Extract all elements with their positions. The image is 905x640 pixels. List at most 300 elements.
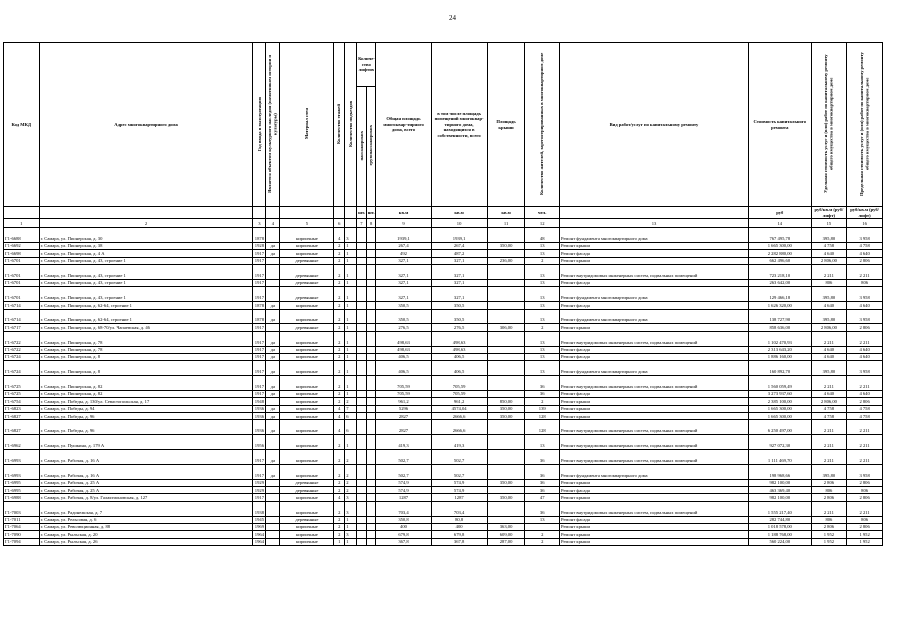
cell-max: 2 211	[847, 331, 883, 346]
cell-unit: 4 640	[811, 346, 847, 353]
cell-unit: 2 806	[811, 524, 847, 531]
cell-res: 36	[525, 464, 560, 479]
cell-floors: 2	[334, 361, 345, 376]
cell-unit: 395,80	[811, 464, 847, 479]
cell-heritage: да	[266, 405, 280, 412]
cell-work: Ремонт внутридомовых инженерных систем, подвальных помещений	[560, 420, 749, 435]
cell-max: 2 806	[847, 398, 883, 405]
header-material: Материал стен	[280, 43, 334, 207]
cell-entrances: 1	[345, 309, 357, 324]
cell-year: 1964	[254, 539, 264, 545]
cell-roof	[487, 346, 525, 353]
header-floors: Количество этажей	[334, 43, 345, 207]
cell-entrances: 2	[345, 398, 357, 405]
cell-entrances: 1	[345, 302, 357, 309]
table-row	[4, 538, 883, 545]
cell-area: 267,4	[376, 242, 431, 249]
cell-heritage	[266, 516, 280, 523]
column-number: 8	[366, 219, 376, 228]
cell-work: Ремонт внутридомовых инженерных систем, подвальных помещений	[560, 450, 749, 465]
cell-lc	[366, 435, 376, 450]
cell-res: 2	[525, 324, 560, 331]
cell-entrances: 1	[345, 524, 357, 531]
cell-work: Ремонт фундамента многоквартирного дома	[560, 464, 749, 479]
cell-lc	[366, 524, 376, 531]
cell-code: Г1-7011	[4, 516, 40, 523]
cell-roof	[487, 287, 525, 302]
cell-heritage: да	[266, 346, 280, 353]
cell-res: 13	[525, 353, 560, 360]
cell-lc	[366, 353, 376, 360]
cell-floors: 1	[334, 538, 345, 545]
cell-entrances: 1	[345, 257, 357, 264]
cell-entrances: 3	[345, 531, 357, 538]
cell-area: 705,59	[376, 376, 431, 391]
cell-roof: 287,00	[487, 538, 525, 545]
column-number	[345, 219, 357, 228]
column-number: 1	[4, 219, 40, 228]
cell-lc	[366, 265, 376, 280]
table-row	[4, 450, 883, 465]
table-row	[4, 257, 883, 264]
cell-owned: 327,1	[431, 279, 487, 286]
table-row	[4, 287, 883, 302]
cell-area: 350,8	[376, 516, 431, 523]
cell-entrances: 3	[345, 494, 357, 501]
cell-res: 36	[525, 376, 560, 391]
cell-heritage	[266, 287, 280, 302]
cell-cost: 1 102 470,93	[748, 331, 811, 346]
cell-res: 13	[525, 265, 560, 280]
cell-material: кирпичные	[280, 242, 334, 249]
cell-lp	[357, 242, 367, 249]
cell-unit: 2 806	[811, 494, 847, 501]
cell-owned: 350,5	[431, 309, 487, 324]
cell-code: Г1-6827	[4, 413, 40, 420]
cell-entrances: 3	[345, 228, 357, 243]
cell-roof	[487, 279, 525, 286]
cell-material: кирпичные	[280, 331, 334, 346]
cell-lc	[366, 420, 376, 435]
cell-work: Ремонт крыши	[560, 494, 749, 501]
cell-res: 13	[525, 346, 560, 353]
column-number: 7	[357, 219, 367, 228]
cell-year: 1936	[254, 406, 264, 412]
cell-lp	[357, 331, 367, 346]
table-row	[4, 390, 883, 397]
cell-roof	[487, 464, 525, 479]
cell-unit: 2 806,00	[811, 324, 847, 331]
cell-entrances: 1	[345, 346, 357, 353]
cell-code: Г1-6962	[4, 435, 40, 450]
cell-res: 48	[525, 228, 560, 243]
cell-area: 2827	[376, 413, 431, 420]
column-number: 4	[266, 219, 280, 228]
unit-area-owned: кв.м	[431, 207, 487, 219]
cell-heritage	[266, 487, 280, 494]
cell-material: деревянные	[280, 257, 334, 264]
cell-roof	[487, 331, 525, 346]
cell-year: 1945	[254, 517, 264, 523]
cell-entrances: 2	[345, 487, 357, 494]
cell-owned: 267,4	[431, 242, 487, 249]
cell-work: Ремонт фасада	[560, 250, 749, 257]
cell-heritage	[266, 524, 280, 531]
cell-floors: 2	[334, 487, 345, 494]
header-works: Вид работ/услуг по капитальному ремонту	[560, 43, 749, 207]
cell-unit: 1 952	[811, 531, 847, 538]
cell-code: Г1-7094	[4, 538, 40, 545]
cell-material: кирпичные	[280, 390, 334, 397]
cell-res: 36	[525, 501, 560, 516]
table-row	[4, 494, 883, 501]
cell-entrances: 2	[345, 479, 357, 486]
cell-heritage	[266, 228, 280, 243]
cell-lp	[357, 265, 367, 280]
cell-code: Г1-6988	[4, 494, 40, 501]
header-area-owned: в том числе площадь помещений многоквар-тирного дома, находящихся в собственности, всего	[431, 43, 487, 207]
cell-work: Ремонт фундамента многоквартирного дома	[560, 309, 749, 324]
cell-address: г. Самара, ул. Пионерская, д. 30	[39, 228, 253, 243]
cell-heritage: да	[266, 390, 280, 397]
cell-unit: 1 952	[811, 538, 847, 545]
cell-lp	[357, 524, 367, 531]
cell-unit: 395,80	[811, 361, 847, 376]
cell-max: 806	[847, 279, 883, 286]
cell-year: 1917	[254, 258, 264, 264]
cell-lp	[357, 302, 367, 309]
cell-owned: 679,8	[431, 531, 487, 538]
cell-area: 703,4	[376, 501, 431, 516]
cell-code: Г1-6701	[4, 265, 40, 280]
cell-unit: 4 640	[811, 250, 847, 257]
cell-address: г. Самара, ул. Рабочая, д. 25 А	[39, 479, 253, 486]
cell-address: г. Самара, ул. Пионерская, д. 38	[39, 242, 253, 249]
column-number: 10	[431, 219, 487, 228]
cell-unit: 395,80	[811, 228, 847, 243]
table-row	[4, 309, 883, 324]
cell-cost: 1 560 059,49	[748, 376, 811, 391]
cell-lc	[366, 279, 376, 286]
cell-code: Г1-6701	[4, 257, 40, 264]
cell-code: Г1-6995	[4, 479, 40, 486]
cell-res: 13	[525, 279, 560, 286]
cell-max: 2 806	[847, 494, 883, 501]
cell-entrances: 1	[345, 376, 357, 391]
cell-max: 806	[847, 487, 883, 494]
cell-year: 1917	[254, 391, 264, 397]
cell-lc	[366, 538, 376, 545]
cell-max: 3 958	[847, 287, 883, 302]
cell-material: деревянные	[280, 265, 334, 280]
header-lifts-cargo: грузопассажирских	[366, 87, 376, 207]
cell-code: Г1-6722	[4, 346, 40, 353]
unit-unit-cost: руб/кв.м (руб/лифт)	[811, 207, 847, 219]
column-number: 13	[560, 219, 749, 228]
column-number: 3	[253, 219, 266, 228]
cell-area: 1287	[376, 494, 431, 501]
cell-floors: 2	[334, 464, 345, 479]
cell-floors: 2	[334, 242, 345, 249]
cell-owned: 574,9	[431, 479, 487, 486]
cell-work: Ремонт фасада	[560, 279, 749, 286]
table-row	[4, 501, 883, 516]
cell-material: деревянные	[280, 479, 334, 486]
register-body	[4, 228, 883, 546]
cell-owned: 327,1	[431, 265, 487, 280]
cell-floors: 2	[334, 435, 345, 450]
cell-area: 961,2	[376, 398, 431, 405]
cell-lc	[366, 361, 376, 376]
cell-code: Г1-6827	[4, 420, 40, 435]
cell-floors: 2	[334, 309, 345, 324]
cell-max: 3 958	[847, 464, 883, 479]
cell-unit: 4 758	[811, 413, 847, 420]
cell-max: 4 758	[847, 242, 883, 249]
cell-roof	[487, 516, 525, 523]
cell-unit: 2 211	[811, 435, 847, 450]
cell-area: 679,8	[376, 531, 431, 538]
cell-entrances: 1	[345, 361, 357, 376]
cell-address: г. Самара, ул. Рабочая, д. 8/ул. Галактионовская, д. 127	[39, 494, 253, 501]
cell-lp	[357, 287, 367, 302]
cell-code: Г1-6754	[4, 398, 40, 405]
cell-lp	[357, 450, 367, 465]
cell-floors: 2	[334, 398, 345, 405]
cell-unit: 2 806,00	[811, 398, 847, 405]
cell-heritage: да	[266, 302, 280, 309]
cell-floors: 2	[334, 302, 345, 309]
cell-heritage: да	[266, 413, 280, 420]
cell-code: Г1-6724	[4, 353, 40, 360]
cell-cost: 2 282 880,00	[748, 250, 811, 257]
cell-floors: 2	[334, 479, 345, 486]
cell-material: деревянные	[280, 324, 334, 331]
column-number: 2	[39, 219, 253, 228]
cell-material: кирпичные	[280, 228, 334, 243]
cell-work: Ремонт крыши	[560, 479, 749, 486]
cell-max: 4 640	[847, 302, 883, 309]
cell-entrances: 3	[345, 501, 357, 516]
cell-work: Ремонт фасада	[560, 353, 749, 360]
cell-lc	[366, 405, 376, 412]
cell-cost: 6 250 497,00	[748, 420, 811, 435]
cell-roof	[487, 302, 525, 309]
cell-roof	[487, 435, 525, 450]
cell-owned: 1287	[431, 494, 487, 501]
cell-area: 367,8	[376, 538, 431, 545]
cell-floors: 2	[334, 250, 345, 257]
table-row	[4, 302, 883, 309]
cell-heritage	[266, 279, 280, 286]
cell-max: 3 958	[847, 309, 883, 324]
cell-material: кирпичные	[280, 302, 334, 309]
cell-code: Г1-7090	[4, 531, 40, 538]
cell-roof	[487, 250, 525, 257]
cell-address: г. Самара, ул. Пионерская, д. 78	[39, 346, 253, 353]
cell-work: Ремонт внутридомовых инженерных систем, подвальных помещений	[560, 376, 749, 391]
cell-unit: 2 211	[811, 420, 847, 435]
cell-max: 4 640	[847, 390, 883, 397]
cell-code: Г1-6688	[4, 228, 40, 243]
cell-entrances: 1	[345, 250, 357, 257]
cell-res: 139	[525, 405, 560, 412]
cell-material: деревянные	[280, 516, 334, 523]
cell-owned: 276,5	[431, 324, 487, 331]
cell-max: 4 640	[847, 346, 883, 353]
table-row	[4, 265, 883, 280]
cell-roof	[487, 361, 525, 376]
cell-roof	[487, 265, 525, 280]
cell-year: 1917	[254, 324, 264, 330]
cell-cost: 1 665 300,00	[748, 405, 811, 412]
cell-lp	[357, 228, 367, 243]
cell-lp	[357, 435, 367, 450]
column-number: 9	[376, 219, 431, 228]
cell-work: Ремонт крыши	[560, 531, 749, 538]
cell-unit: 806	[811, 516, 847, 523]
cell-address: г. Самара, ул. Пионерская, д. 62-64, строение 1	[39, 302, 253, 309]
cell-cost: 138 727,90	[748, 309, 811, 324]
cell-material: кирпичные	[280, 361, 334, 376]
cell-owned: 2666,6	[431, 420, 487, 435]
header-year: Год ввода в эксплуатацию	[253, 43, 266, 207]
column-number: 5	[280, 219, 334, 228]
cell-area: 502,7	[376, 450, 431, 465]
cell-material: кирпичные	[280, 398, 334, 405]
cell-res: 36	[525, 390, 560, 397]
cell-entrances: 6	[345, 420, 357, 435]
cell-lp	[357, 279, 367, 286]
cell-work: Ремонт крыши	[560, 242, 749, 249]
cell-roof: 350,00	[487, 479, 525, 486]
cell-area: 406,5	[376, 353, 431, 360]
cell-cost: 463 369,40	[748, 487, 811, 494]
cell-max: 4 758	[847, 413, 883, 420]
cell-roof: 350,00	[487, 494, 525, 501]
cell-res: 13	[525, 331, 560, 346]
cell-lc	[366, 464, 376, 479]
cell-max: 1 952	[847, 538, 883, 545]
cell-material: кирпичные	[280, 494, 334, 501]
cell-max: 2 806	[847, 324, 883, 331]
cell-cost: 1 188 768,00	[748, 531, 811, 538]
cell-floors: 2	[334, 531, 345, 538]
cell-material: кирпичные	[280, 309, 334, 324]
cell-code: Г1-6701	[4, 287, 40, 302]
cell-area: 2827	[376, 420, 431, 435]
cell-roof	[487, 228, 525, 243]
cell-res: 13	[525, 516, 560, 523]
column-number: 6	[334, 219, 345, 228]
unit-residents: чел.	[525, 207, 560, 219]
cell-floors: 2	[334, 331, 345, 346]
table-row	[4, 405, 883, 412]
cell-floors: 2	[334, 353, 345, 360]
cell-area: 327,1	[376, 257, 431, 264]
cell-floors: 2	[334, 524, 345, 531]
cell-material: деревянные	[280, 279, 334, 286]
cell-heritage	[266, 501, 280, 516]
cell-cost: 263 642,00	[748, 279, 811, 286]
header-entrances: Количество подъездов	[345, 43, 357, 207]
cell-area: 327,1	[376, 287, 431, 302]
cell-owned: 419,3	[431, 435, 487, 450]
cell-address: г. Самара, ул. Пионерская, д. 43, строение 1	[39, 287, 253, 302]
cell-res: 47	[525, 494, 560, 501]
cell-entrances: 1	[345, 516, 357, 523]
cell-year: 1917	[253, 464, 266, 479]
table-row	[4, 524, 883, 531]
cell-res	[525, 524, 560, 531]
cell-lc	[366, 494, 376, 501]
cell-area: 327,1	[376, 265, 431, 280]
cell-year: 1917	[254, 250, 264, 256]
header-max-cost: Предельная стоимость услуг и (или) работ по капитальному ремонту общего имущества в многоквартирном доме	[847, 43, 883, 207]
cell-res: 2	[525, 531, 560, 538]
cell-lp	[357, 309, 367, 324]
cell-owned: 80,8	[431, 516, 487, 523]
cell-owned: 502,7	[431, 450, 487, 465]
cell-code: Г1-6993	[4, 450, 40, 465]
cell-code: Г1-6692	[4, 242, 40, 249]
cell-max: 3 958	[847, 228, 883, 243]
cell-lc	[366, 331, 376, 346]
cell-res: 13	[525, 361, 560, 376]
cell-entrances: 1	[345, 331, 357, 346]
cell-res: 36	[525, 487, 560, 494]
cell-cost: 1 665 300,00	[748, 413, 811, 420]
column-number: 14	[748, 219, 811, 228]
cell-floors: 4	[334, 413, 345, 420]
cell-heritage: да	[266, 309, 280, 324]
cell-work: Ремонт внутридомовых инженерных систем, подвальных помещений	[560, 501, 749, 516]
cell-address: г. Самара, ул. Пионерская, д. 78	[39, 331, 253, 346]
cell-code: Г1-6717	[4, 324, 40, 331]
cell-lc	[366, 250, 376, 257]
cell-entrances: 1	[345, 390, 357, 397]
cell-roof	[487, 487, 525, 494]
cell-address: г. Самара, ул. Пионерская, д. 82	[39, 390, 253, 397]
cell-owned: 498,63	[431, 346, 487, 353]
cell-owned: 400	[431, 524, 487, 531]
cell-lc	[366, 398, 376, 405]
header-code: Код МКД	[4, 43, 40, 207]
cell-owned: 498,63	[431, 331, 487, 346]
cell-max: 3 958	[847, 361, 883, 376]
cell-res: 13	[525, 250, 560, 257]
cell-heritage	[266, 265, 280, 280]
cell-max: 1 952	[847, 531, 883, 538]
cell-roof	[487, 353, 525, 360]
cell-cost: 982 100,00	[748, 479, 811, 486]
cell-address: г. Самара, ул. Пионерская, д. 8	[39, 361, 253, 376]
cell-year: 1917	[253, 331, 266, 346]
cell-lp	[357, 538, 367, 545]
cell-material: кирпичные	[280, 538, 334, 545]
cell-lc	[366, 413, 376, 420]
cell-heritage: да	[266, 353, 280, 360]
cell-heritage: да	[266, 361, 280, 376]
cell-work: Ремонт внутридомовых инженерных систем, подвальных помещений	[560, 265, 749, 280]
cell-entrances: 1	[345, 353, 357, 360]
cell-lp	[357, 405, 367, 412]
cell-work: Ремонт фасада	[560, 516, 749, 523]
cell-max: 2 211	[847, 265, 883, 280]
cell-year: 1917	[253, 287, 266, 302]
cell-max: 2 211	[847, 420, 883, 435]
cell-roof: 850,00	[487, 398, 525, 405]
